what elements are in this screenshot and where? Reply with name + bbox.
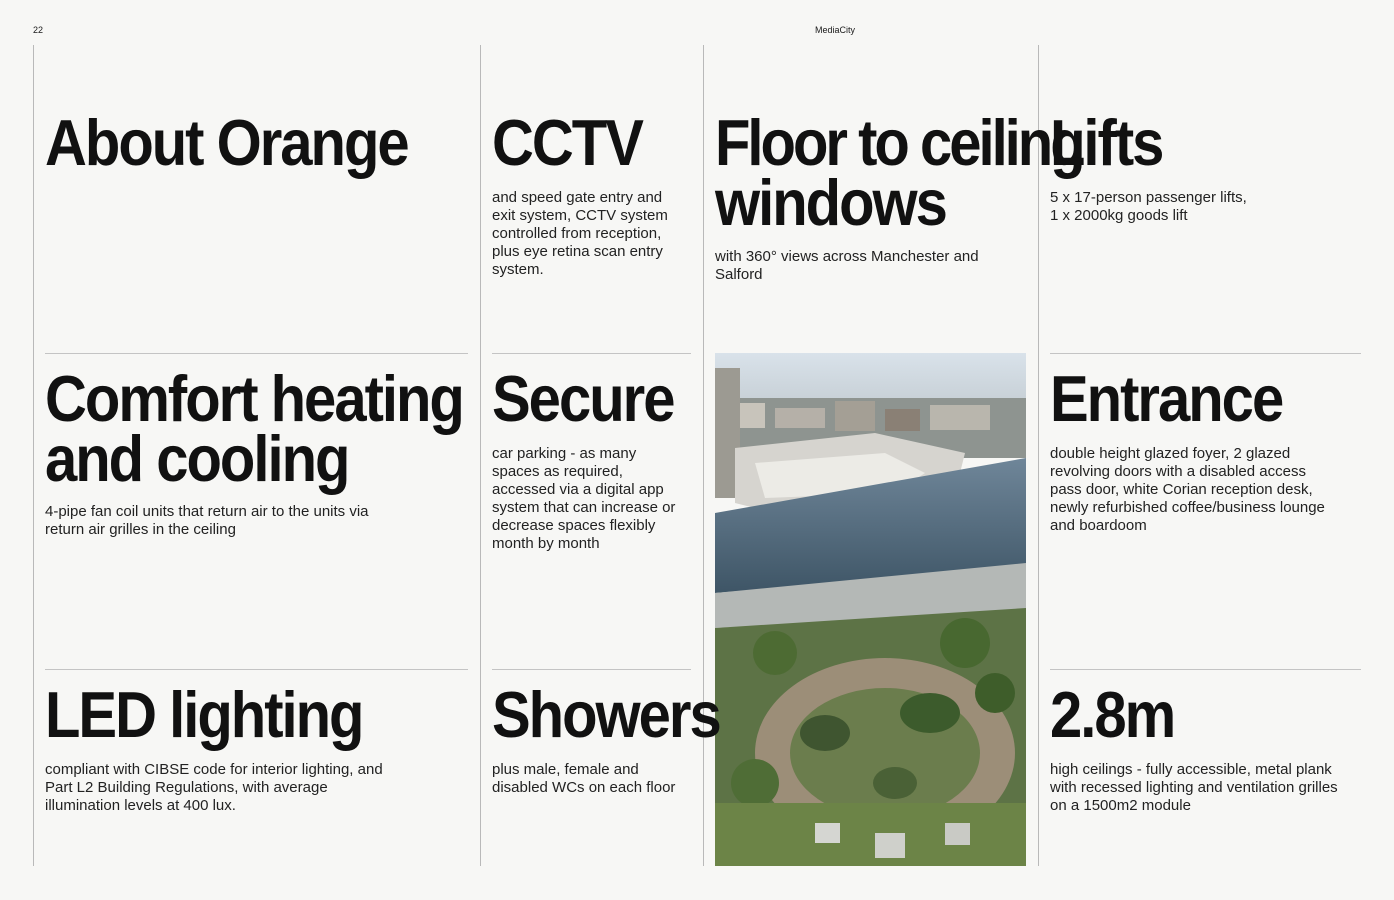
cctv-text: and speed gate entry and exit system, CCTV system controlled from reception, plus eye retina scan entry system. <box>492 189 668 278</box>
led-title: LED lighting <box>45 678 363 752</box>
secure-title: Secure <box>492 362 674 436</box>
row-rule <box>45 353 468 354</box>
page-number: 22 <box>33 25 44 35</box>
row-rule <box>1050 353 1361 354</box>
showers-title: Showers <box>492 678 720 752</box>
led-text: compliant with CIBSE code for interior lighting, and Part L2 Building Regulations, with average illumination levels at 400 lux. <box>45 761 383 814</box>
comfort-text: 4-pipe fan coil units that return air to the units via return air grilles in the ceiling <box>45 503 369 538</box>
windows-text: with 360° views across Manchester and Salford <box>715 248 979 283</box>
ceilings-text: high ceilings - fully accessible, metal plank with recessed lighting and ventilation grilles on a 1500m2 module <box>1050 761 1338 814</box>
secure-text: car parking - as many spaces as required, accessed via a digital app system that can increase or decrease spaces flexibly month by month <box>492 445 676 552</box>
lifts-text-line1: 5 x 17-person passenger lifts, <box>1050 189 1247 206</box>
row-rule <box>492 669 691 670</box>
comfort-title-line2: and cooling <box>45 422 349 496</box>
lifts-text-line2: 1 x 2000kg goods lift <box>1050 207 1188 224</box>
comfort-title-line1: Comfort heating <box>45 362 463 436</box>
windows-title-line1: Floor to ceiling <box>715 106 1083 180</box>
row-rule <box>45 669 468 670</box>
showers-text: plus male, female and disabled WCs on each floor <box>492 761 676 796</box>
lifts-text <box>1050 189 1350 225</box>
column-rule <box>480 45 481 866</box>
windows-title-line2: windows <box>715 166 946 240</box>
row-rule <box>492 353 691 354</box>
entrance-text: double height glazed foyer, 2 glazed revolving doors with a disabled access pass door, white Corian reception desk, newly refurbished coffee/business lounge and boardoom <box>1050 445 1325 534</box>
entrance-title: Entrance <box>1050 362 1283 436</box>
brand-name: MediaCity <box>815 25 856 35</box>
column-rule <box>33 45 34 866</box>
ceilings-title: 2.8m <box>1050 678 1175 752</box>
row-rule <box>1050 669 1361 670</box>
about-title: About Orange <box>45 106 408 180</box>
aerial-photo <box>715 353 1026 866</box>
cctv-title: CCTV <box>492 106 642 180</box>
lifts-title: Lifts <box>1050 106 1163 180</box>
